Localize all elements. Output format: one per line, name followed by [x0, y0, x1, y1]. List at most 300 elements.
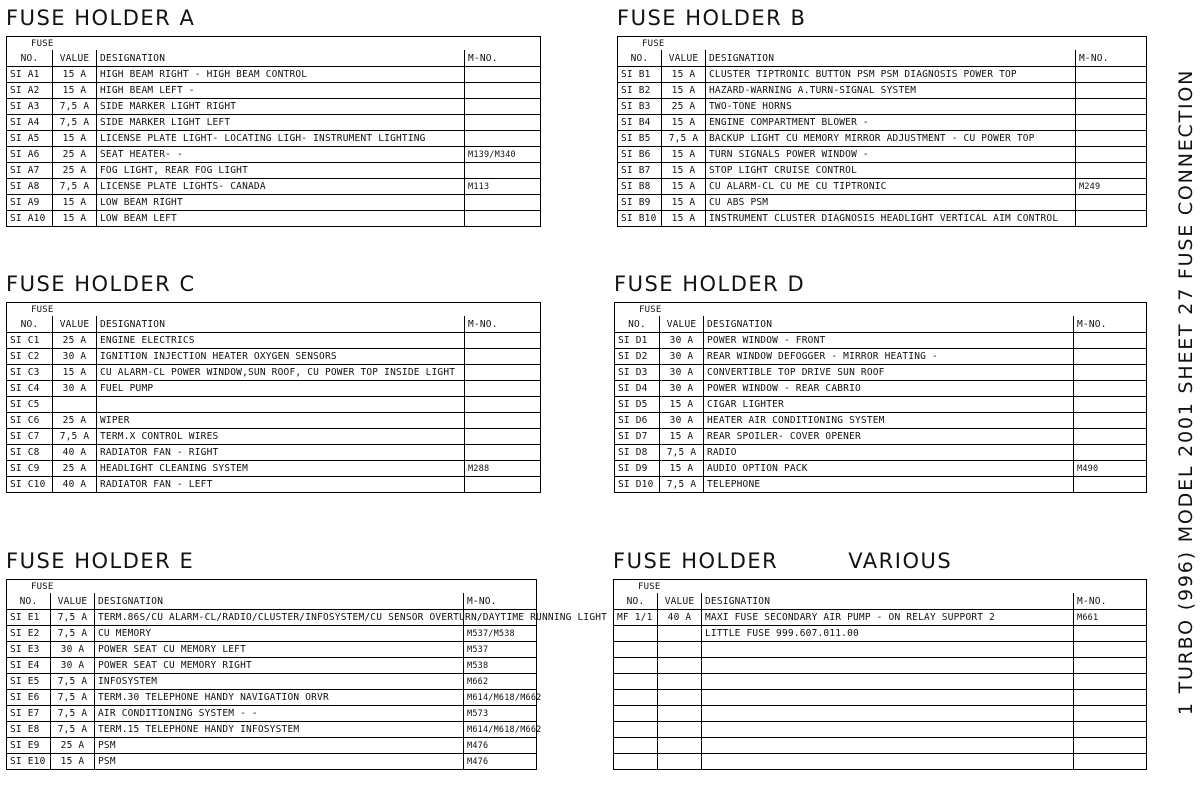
- header-value: VALUE: [660, 316, 704, 333]
- fuse-value-cell: 15 A: [53, 83, 97, 99]
- fuse-mno-cell: M614/M618/M662: [464, 722, 537, 738]
- fuse-value-cell: 30 A: [51, 642, 95, 658]
- fuse-designation-cell: POWER WINDOW - FRONT: [704, 333, 1074, 349]
- table-row: [618, 67, 1147, 83]
- fuse-no-cell: SI E6: [7, 690, 51, 706]
- header-fuse: FUSE: [7, 37, 97, 51]
- fuse-mno-cell: [1074, 626, 1147, 642]
- fuse-designation-cell: LICENSE PLATE LIGHT- LOCATING LIGH- INSTRUMENT LIGHTING: [97, 131, 465, 147]
- fuse-designation-cell: SIDE MARKER LIGHT LEFT: [97, 115, 465, 131]
- fuse-designation-cell: WIPER: [97, 413, 465, 429]
- fuse-designation-cell: [702, 738, 1074, 754]
- fuse-no-cell: [614, 642, 658, 658]
- fuse-designation-cell: HAZARD-WARNING A.TURN-SIGNAL SYSTEM: [706, 83, 1076, 99]
- table-row: [614, 610, 1147, 626]
- fuse-no-cell: SI C4: [7, 381, 53, 397]
- header-no: NO.: [615, 316, 660, 333]
- header-fuse: FUSE: [615, 303, 704, 317]
- fuse-mno-cell: [465, 211, 541, 227]
- header-mno: M-NO.: [1074, 316, 1147, 333]
- fuse-value-cell: 15 A: [662, 195, 706, 211]
- fuse-mno-cell: M538: [464, 658, 537, 674]
- table-row: [7, 626, 537, 642]
- table-row: [615, 445, 1147, 461]
- fuse-designation-cell: CU ALARM-CL CU ME CU TIPTRONIC: [706, 179, 1076, 195]
- fuse-no-cell: SI B2: [618, 83, 662, 99]
- fuse-value-cell: [658, 674, 702, 690]
- fuse-mno-cell: [1076, 115, 1147, 131]
- fuse-designation-cell: LOW BEAM RIGHT: [97, 195, 465, 211]
- fuse-designation-cell: RADIATOR FAN - LEFT: [97, 477, 465, 493]
- header-mno: M-NO.: [1074, 593, 1147, 610]
- fuse-no-cell: MF 1/1: [614, 610, 658, 626]
- table-row: [614, 722, 1147, 738]
- fuse-designation-cell: CU MEMORY: [95, 626, 464, 642]
- fuse-no-cell: SI B10: [618, 211, 662, 227]
- fuse-mno-cell: M476: [464, 738, 537, 754]
- fuse-designation-cell: SEAT HEATER- -: [97, 147, 465, 163]
- fuse-mno-cell: [465, 477, 541, 493]
- fuse-no-cell: SI D7: [615, 429, 660, 445]
- fuse-no-cell: SI A6: [7, 147, 53, 163]
- fuse-mno-cell: [1074, 333, 1147, 349]
- fuse-no-cell: SI D3: [615, 365, 660, 381]
- holder-title: FUSE HOLDER D: [614, 272, 806, 296]
- fuse-designation-cell: LITTLE FUSE 999.607.011.00: [702, 626, 1074, 642]
- fuse-value-cell: 25 A: [662, 99, 706, 115]
- fuse-value-cell: 15 A: [660, 461, 704, 477]
- fuse-designation-cell: INFOSYSTEM: [95, 674, 464, 690]
- fuse-no-cell: SI E2: [7, 626, 51, 642]
- header-value: VALUE: [658, 593, 702, 610]
- fuse-mno-cell: [1076, 67, 1147, 83]
- fuse-no-cell: SI C2: [7, 349, 53, 365]
- fuse-value-cell: 15 A: [53, 67, 97, 83]
- fuse-no-cell: SI B6: [618, 147, 662, 163]
- fuse-value-cell: 7,5 A: [51, 690, 95, 706]
- table-row: [7, 179, 541, 195]
- fuse-designation-cell: [97, 397, 465, 413]
- fuse-mno-cell: [1076, 195, 1147, 211]
- fuse-designation-cell: ENGINE COMPARTMENT BLOWER -: [706, 115, 1076, 131]
- fuse-designation-cell: FOG LIGHT, REAR FOG LIGHT: [97, 163, 465, 179]
- fuse-no-cell: SI A7: [7, 163, 53, 179]
- table-row: [7, 349, 541, 365]
- fuse-no-cell: [614, 674, 658, 690]
- fuse-no-cell: SI E1: [7, 610, 51, 626]
- fuse-value-cell: 30 A: [660, 413, 704, 429]
- fuse-value-cell: [658, 658, 702, 674]
- holder-title: FUSE HOLDER C: [6, 272, 196, 296]
- fuse-designation-cell: TELEPHONE: [704, 477, 1074, 493]
- fuse-holder-a: [6, 6, 540, 236]
- fuse-value-cell: 15 A: [660, 397, 704, 413]
- table-row: [614, 706, 1147, 722]
- fuse-value-cell: 15 A: [662, 179, 706, 195]
- fuse-value-cell: 15 A: [662, 67, 706, 83]
- fuse-value-cell: 40 A: [658, 610, 702, 626]
- fuse-mno-cell: M139/M340: [465, 147, 541, 163]
- fuse-no-cell: [614, 658, 658, 674]
- fuse-mno-cell: [1076, 99, 1147, 115]
- table-row: [7, 115, 541, 131]
- fuse-mno-cell: [1076, 147, 1147, 163]
- fuse-value-cell: 25 A: [53, 461, 97, 477]
- holder-title: [613, 549, 952, 573]
- header-mno: M-NO.: [465, 50, 541, 67]
- header-designation: DESIGNATION: [702, 593, 1074, 610]
- table-row: [7, 754, 537, 770]
- fuse-value-cell: [658, 642, 702, 658]
- header-mno: M-NO.: [464, 593, 537, 610]
- fuse-designation-cell: AUDIO OPTION PACK: [704, 461, 1074, 477]
- fuse-mno-cell: [1076, 163, 1147, 179]
- header-no: NO.: [614, 593, 658, 610]
- fuse-mno-cell: [1074, 642, 1147, 658]
- fuse-mno-cell: [1074, 381, 1147, 397]
- header-value: VALUE: [53, 50, 97, 67]
- fuse-value-cell: 15 A: [53, 195, 97, 211]
- fuse-designation-cell: RADIATOR FAN - RIGHT: [97, 445, 465, 461]
- fuse-value-cell: 7,5 A: [660, 477, 704, 493]
- fuse-mno-cell: [1074, 349, 1147, 365]
- table-row: [7, 365, 541, 381]
- fuse-designation-cell: MAXI FUSE SECONDARY AIR PUMP - ON RELAY SUPPORT 2: [702, 610, 1074, 626]
- table-row: [7, 163, 541, 179]
- table-row: [618, 99, 1147, 115]
- header-designation: DESIGNATION: [97, 50, 465, 67]
- fuse-designation-cell: [702, 674, 1074, 690]
- fuse-no-cell: SI E9: [7, 738, 51, 754]
- fuse-no-cell: SI C6: [7, 413, 53, 429]
- fuse-mno-cell: [465, 365, 541, 381]
- header-mno: M-NO.: [465, 316, 541, 333]
- fuse-no-cell: SI C7: [7, 429, 53, 445]
- table-row: [7, 642, 537, 658]
- fuse-holder-d: [614, 272, 1146, 502]
- fuse-value-cell: 15 A: [662, 211, 706, 227]
- fuse-no-cell: SI D8: [615, 445, 660, 461]
- table-row: [614, 738, 1147, 754]
- fuse-no-cell: SI D5: [615, 397, 660, 413]
- fuse-mno-cell: [1076, 83, 1147, 99]
- table-row: [7, 333, 541, 349]
- side-title-strip: [1171, 0, 1201, 785]
- fuse-mno-cell: [1074, 690, 1147, 706]
- fuse-value-cell: 15 A: [662, 147, 706, 163]
- fuse-no-cell: [614, 706, 658, 722]
- fuse-designation-cell: [702, 706, 1074, 722]
- fuse-mno-cell: [465, 397, 541, 413]
- table-row: [7, 461, 541, 477]
- table-row: [7, 83, 541, 99]
- fuse-mno-cell: [1074, 754, 1147, 770]
- fuse-mno-cell: M288: [465, 461, 541, 477]
- table-row: [7, 195, 541, 211]
- table-row: [615, 397, 1147, 413]
- table-row: [618, 83, 1147, 99]
- table-row: [615, 429, 1147, 445]
- fuse-mno-cell: [465, 115, 541, 131]
- fuse-designation-cell: CLUSTER TIPTRONIC BUTTON PSM PSM DIAGNOSIS POWER TOP: [706, 67, 1076, 83]
- table-row: [614, 658, 1147, 674]
- fuse-value-cell: [658, 706, 702, 722]
- fuse-no-cell: SI A2: [7, 83, 53, 99]
- table-row: [618, 115, 1147, 131]
- fuse-mno-cell: [1074, 429, 1147, 445]
- fuse-mno-cell: [465, 445, 541, 461]
- fuse-mno-cell: M662: [464, 674, 537, 690]
- table-row: [7, 610, 537, 626]
- fuse-no-cell: SI B3: [618, 99, 662, 115]
- fuse-designation-cell: CU ABS PSM: [706, 195, 1076, 211]
- fuse-designation-cell: CIGAR LIGHTER: [704, 397, 1074, 413]
- fuse-no-cell: SI B5: [618, 131, 662, 147]
- fuse-mno-cell: [465, 163, 541, 179]
- fuse-designation-cell: [702, 722, 1074, 738]
- fuse-value-cell: 15 A: [53, 211, 97, 227]
- fuse-no-cell: SI C8: [7, 445, 53, 461]
- table-row: [7, 147, 541, 163]
- fuse-designation-cell: REAR WINDOW DEFOGGER - MIRROR HEATING -: [704, 349, 1074, 365]
- table-row: [7, 445, 541, 461]
- table-row: [7, 211, 541, 227]
- fuse-no-cell: SI D10: [615, 477, 660, 493]
- table-row: [615, 349, 1147, 365]
- fuse-no-cell: SI E5: [7, 674, 51, 690]
- fuse-value-cell: 7,5 A: [51, 722, 95, 738]
- fuse-designation-cell: [702, 690, 1074, 706]
- fuse-no-cell: [614, 690, 658, 706]
- fuse-table: [613, 579, 1147, 770]
- fuse-value-cell: [658, 738, 702, 754]
- fuse-designation-cell: PSM: [95, 754, 464, 770]
- fuse-designation-cell: CONVERTIBLE TOP DRIVE SUN ROOF: [704, 365, 1074, 381]
- fuse-mno-cell: [465, 349, 541, 365]
- fuse-mno-cell: M661: [1074, 610, 1147, 626]
- fuse-mno-cell: [465, 333, 541, 349]
- table-row: [7, 381, 541, 397]
- fuse-value-cell: [658, 626, 702, 642]
- fuse-designation-cell: HEADLIGHT CLEANING SYSTEM: [97, 461, 465, 477]
- table-row: [618, 179, 1147, 195]
- fuse-designation-cell: TERM.X CONTROL WIRES: [97, 429, 465, 445]
- fuse-mno-cell: M476: [464, 754, 537, 770]
- fuse-mno-cell: [465, 131, 541, 147]
- fuse-designation-cell: REAR SPOILER- COVER OPENER: [704, 429, 1074, 445]
- table-row: [7, 67, 541, 83]
- fuse-designation-cell: [702, 658, 1074, 674]
- header-fuse: FUSE: [618, 37, 706, 51]
- fuse-value-cell: 7,5 A: [51, 674, 95, 690]
- header-fuse: FUSE: [614, 580, 702, 594]
- fuse-mno-cell: [465, 83, 541, 99]
- fuse-value-cell: 7,5 A: [662, 131, 706, 147]
- fuse-mno-cell: [1076, 211, 1147, 227]
- fuse-designation-cell: HEATER AIR CONDITIONING SYSTEM: [704, 413, 1074, 429]
- header-no: NO.: [7, 593, 51, 610]
- table-row: [7, 477, 541, 493]
- table-row: [615, 365, 1147, 381]
- fuse-designation-cell: BACKUP LIGHT CU MEMORY MIRROR ADJUSTMENT - CU POWER TOP: [706, 131, 1076, 147]
- fuse-value-cell: 30 A: [53, 349, 97, 365]
- fuse-no-cell: SI E7: [7, 706, 51, 722]
- fuse-no-cell: SI B9: [618, 195, 662, 211]
- fuse-no-cell: SI A10: [7, 211, 53, 227]
- fuse-mno-cell: [1074, 477, 1147, 493]
- fuse-value-cell: 7,5 A: [53, 115, 97, 131]
- holder-title-extra: VARIOUS: [848, 549, 953, 573]
- fuse-mno-cell: [465, 195, 541, 211]
- fuse-designation-cell: PSM: [95, 738, 464, 754]
- table-row: [615, 461, 1147, 477]
- fuse-table: [614, 302, 1147, 493]
- fuse-no-cell: SI C1: [7, 333, 53, 349]
- fuse-table: [617, 36, 1147, 227]
- fuse-mno-cell: [1074, 658, 1147, 674]
- fuse-value-cell: 15 A: [660, 429, 704, 445]
- fuse-mno-cell: [1076, 131, 1147, 147]
- fuse-designation-cell: CU ALARM-CL POWER WINDOW,SUN ROOF, CU POWER TOP INSIDE LIGHT: [97, 365, 465, 381]
- fuse-value-cell: 40 A: [53, 445, 97, 461]
- fuse-value-cell: 7,5 A: [51, 610, 95, 626]
- holder-title-main: FUSE HOLDER: [613, 549, 779, 573]
- fuse-table: [6, 36, 541, 227]
- table-row: [615, 413, 1147, 429]
- fuse-no-cell: SI C10: [7, 477, 53, 493]
- fuse-holder-various: [613, 549, 1146, 781]
- fuse-designation-cell: ENGINE ELECTRICS: [97, 333, 465, 349]
- header-designation: DESIGNATION: [97, 316, 465, 333]
- table-row: [7, 674, 537, 690]
- fuse-value-cell: 30 A: [660, 349, 704, 365]
- fuse-no-cell: SI C9: [7, 461, 53, 477]
- fuse-mno-cell: M537/M538: [464, 626, 537, 642]
- fuse-no-cell: [614, 722, 658, 738]
- fuse-table: [6, 302, 541, 493]
- table-row: [7, 658, 537, 674]
- fuse-no-cell: SI A4: [7, 115, 53, 131]
- header-value: VALUE: [51, 593, 95, 610]
- fuse-table: [6, 579, 608, 770]
- table-row: [614, 626, 1147, 642]
- table-row: [7, 722, 537, 738]
- fuse-designation-cell: TERM.86S/CU ALARM-CL/RADIO/CLUSTER/INFOSYSTEM/CU SENSOR OVERTURN/DAYTIME RUNNING LIGHT: [95, 610, 464, 626]
- fuse-value-cell: 25 A: [53, 413, 97, 429]
- fuse-no-cell: SI D9: [615, 461, 660, 477]
- fuse-designation-cell: INSTRUMENT CLUSTER DIAGNOSIS HEADLIGHT VERTICAL AIM CONTROL: [706, 211, 1076, 227]
- table-row: [618, 147, 1147, 163]
- table-row: [618, 195, 1147, 211]
- fuse-value-cell: 30 A: [53, 381, 97, 397]
- table-row: [7, 397, 541, 413]
- fuse-designation-cell: FUEL PUMP: [97, 381, 465, 397]
- fuse-designation-cell: LICENSE PLATE LIGHTS- CANADA: [97, 179, 465, 195]
- fuse-no-cell: SI A3: [7, 99, 53, 115]
- fuse-value-cell: 40 A: [53, 477, 97, 493]
- fuse-no-cell: SI B4: [618, 115, 662, 131]
- table-row: [7, 413, 541, 429]
- fuse-designation-cell: TERM.30 TELEPHONE HANDY NAVIGATION ORVR: [95, 690, 464, 706]
- fuse-holder-b: [617, 6, 1146, 236]
- table-row: [618, 131, 1147, 147]
- header-no: NO.: [7, 316, 53, 333]
- table-row: [7, 706, 537, 722]
- fuse-mno-cell: [465, 99, 541, 115]
- fuse-value-cell: [658, 754, 702, 770]
- fuse-designation-cell: HIGH BEAM LEFT -: [97, 83, 465, 99]
- fuse-mno-cell: [465, 67, 541, 83]
- table-row: [615, 477, 1147, 493]
- fuse-designation-cell: IGNITION INJECTION HEATER OXYGEN SENSORS: [97, 349, 465, 365]
- fuse-designation-cell: POWER SEAT CU MEMORY LEFT: [95, 642, 464, 658]
- fuse-no-cell: SI A1: [7, 67, 53, 83]
- fuse-value-cell: 15 A: [662, 163, 706, 179]
- table-row: [7, 690, 537, 706]
- table-row: [615, 333, 1147, 349]
- fuse-designation-cell: STOP LIGHT CRUISE CONTROL: [706, 163, 1076, 179]
- fuse-mno-cell: M537: [464, 642, 537, 658]
- fuse-no-cell: SI E4: [7, 658, 51, 674]
- table-row: [614, 642, 1147, 658]
- fuse-mno-cell: M614/M618/M662: [464, 690, 537, 706]
- fuse-value-cell: 30 A: [660, 381, 704, 397]
- fuse-designation-cell: AIR CONDITIONING SYSTEM - -: [95, 706, 464, 722]
- side-title: 1 TURBO (996) MODEL 2001 SHEET 27 FUSE CONNECTION: [1175, 68, 1197, 716]
- fuse-no-cell: SI E8: [7, 722, 51, 738]
- fuse-value-cell: 25 A: [53, 147, 97, 163]
- fuse-no-cell: SI D1: [615, 333, 660, 349]
- fuse-designation-cell: HIGH BEAM RIGHT - HIGH BEAM CONTROL: [97, 67, 465, 83]
- fuse-mno-cell: M573: [464, 706, 537, 722]
- fuse-no-cell: SI E10: [7, 754, 51, 770]
- fuse-value-cell: [53, 397, 97, 413]
- fuse-mno-cell: [1074, 397, 1147, 413]
- fuse-designation-cell: POWER SEAT CU MEMORY RIGHT: [95, 658, 464, 674]
- table-row: [615, 381, 1147, 397]
- fuse-designation-cell: TURN SIGNALS POWER WINDOW -: [706, 147, 1076, 163]
- fuse-designation-cell: LOW BEAM LEFT: [97, 211, 465, 227]
- fuse-value-cell: 15 A: [662, 115, 706, 131]
- fuse-no-cell: SI B7: [618, 163, 662, 179]
- fuse-value-cell: [658, 690, 702, 706]
- fuse-value-cell: 15 A: [53, 365, 97, 381]
- fuse-holder-c: [6, 272, 540, 502]
- table-row: [618, 163, 1147, 179]
- fuse-mno-cell: [465, 429, 541, 445]
- fuse-value-cell: 7,5 A: [53, 99, 97, 115]
- fuse-no-cell: [614, 626, 658, 642]
- fuse-value-cell: [658, 722, 702, 738]
- fuse-no-cell: SI A5: [7, 131, 53, 147]
- fuse-value-cell: 7,5 A: [660, 445, 704, 461]
- fuse-holder-e: [6, 549, 608, 781]
- holder-title: FUSE HOLDER E: [6, 549, 195, 573]
- header-no: NO.: [7, 50, 53, 67]
- fuse-mno-cell: [1074, 722, 1147, 738]
- fuse-value-cell: 30 A: [51, 658, 95, 674]
- holder-title: FUSE HOLDER B: [617, 6, 807, 30]
- fuse-value-cell: 25 A: [53, 163, 97, 179]
- fuse-value-cell: 25 A: [53, 333, 97, 349]
- header-fuse: FUSE: [7, 580, 95, 594]
- fuse-designation-cell: RADIO: [704, 445, 1074, 461]
- header-designation: DESIGNATION: [704, 316, 1074, 333]
- header-fuse: FUSE: [7, 303, 97, 317]
- fuse-value-cell: 7,5 A: [51, 626, 95, 642]
- table-row: [614, 690, 1147, 706]
- fuse-mno-cell: M249: [1076, 179, 1147, 195]
